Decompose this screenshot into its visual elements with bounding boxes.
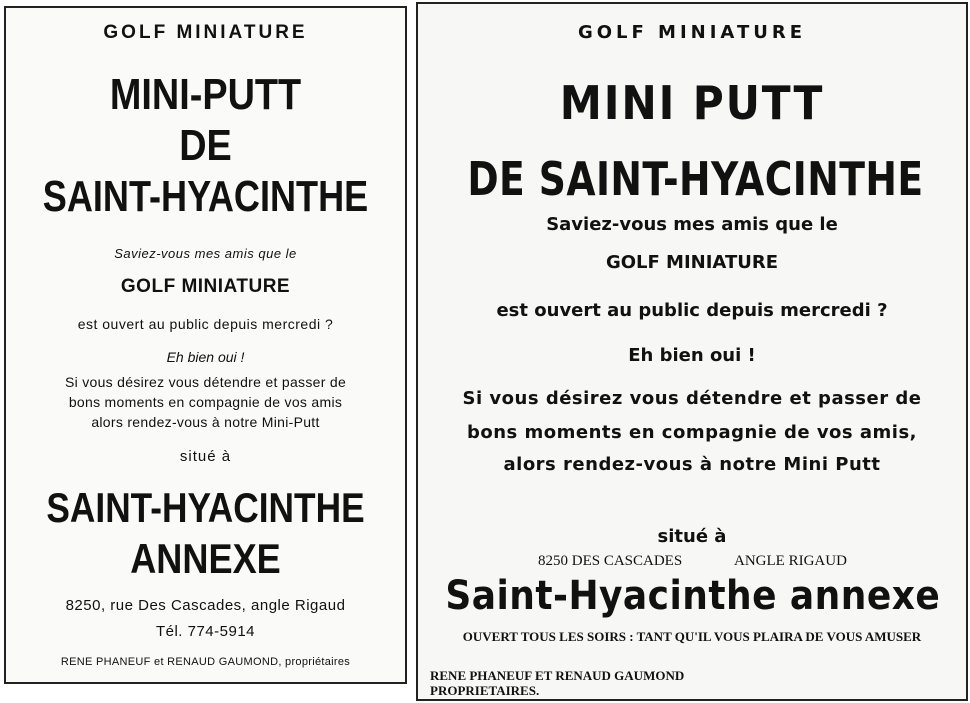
left-address: 8250, rue Des Cascades, angle Rigaud [65, 597, 346, 614]
left-question-subject: GOLF MINIATURE [120, 276, 291, 297]
right-question-end: est ouvert au public depuis mercredi ? [496, 300, 888, 321]
left-located: situé à [179, 448, 232, 465]
left-advertisement [4, 6, 407, 684]
left-title-line3: SAINT-HYACINTHE [42, 172, 369, 221]
left-body-line1: Si vous désirez vous détendre et passer de [64, 374, 347, 390]
right-location: Saint-Hyacinthe annexe [445, 573, 941, 619]
right-body-line3: alors rendez-vous à notre Mini Putt [503, 454, 881, 475]
right-advertisement [416, 2, 968, 701]
left-phone: Tél. 774-5914 [155, 623, 256, 640]
left-question-intro: Saviez-vous mes amis que le [114, 246, 297, 261]
right-owners-line2: PROPRIETAIRES. [430, 683, 540, 698]
right-address-corner: ANGLE RIGAUD [734, 553, 847, 569]
left-location-line2: ANNEXE [130, 535, 281, 582]
left-owners: RENE PHANEUF et RENAUD GAUMOND, propriétaires [60, 656, 351, 668]
left-title-line1: MINI-PUTT [109, 70, 302, 119]
left-header: GOLF MINIATURE [103, 22, 308, 43]
left-body-line3: alors rendez-vous à notre Mini-Putt [91, 414, 320, 430]
right-hours: OUVERT TOUS LES SOIRS : TANT QU'IL VOUS PLAIRA DE VOUS AMUSER [462, 629, 922, 644]
right-title-line1: MINI PUTT [559, 76, 825, 130]
right-body-line1: Si vous désirez vous détendre et passer de [462, 388, 922, 409]
right-title-line2: DE SAINT-HYACINTHE [467, 152, 924, 206]
left-location-line1: SAINT-HYACINTHE [46, 484, 365, 531]
right-address-street: 8250 DES CASCADES [538, 553, 683, 569]
right-body-line2: bons moments en compagnie de vos amis, [466, 422, 918, 443]
right-question-intro: Saviez-vous mes amis que le [546, 214, 838, 235]
right-located: situé à [657, 526, 727, 547]
right-question-subject: GOLF MINIATURE [605, 252, 779, 273]
right-answer: Eh bien oui ! [628, 345, 756, 366]
right-owners-line1: RENE PHANEUF ET RENAUD GAUMOND [430, 668, 685, 683]
left-answer: Eh bien oui ! [166, 349, 245, 365]
left-title-line2: DE [179, 121, 232, 170]
left-question-end: est ouvert au public depuis mercredi ? [77, 316, 334, 332]
left-body-line2: bons moments en compagnie de vos amis [68, 394, 343, 410]
right-header: GOLF MINIATURE [577, 22, 807, 43]
